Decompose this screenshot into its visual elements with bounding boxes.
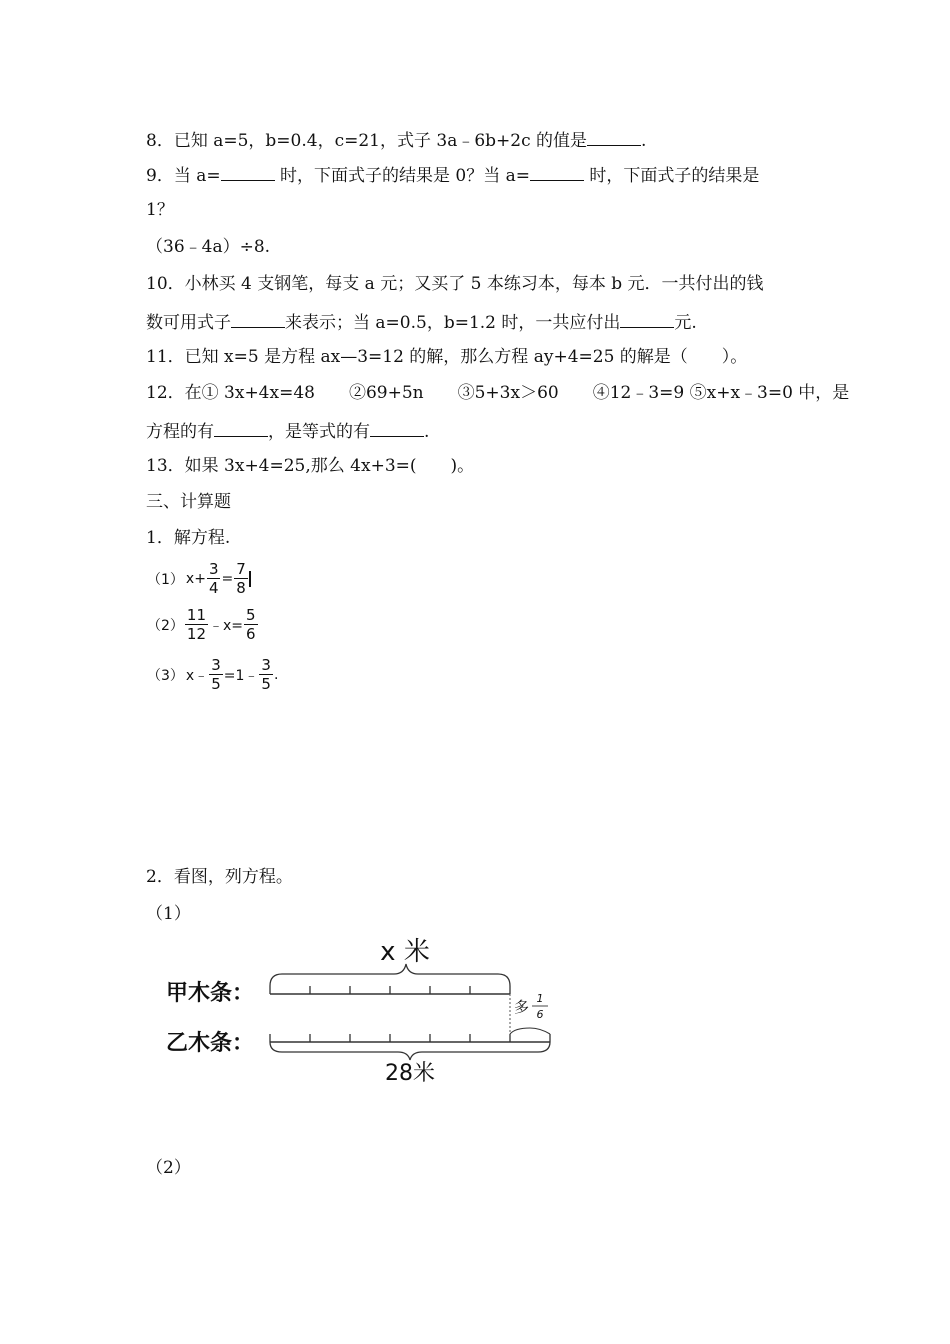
question-13: 13．如果 3x+4=25,那么 4x+3=( )。 <box>146 456 475 476</box>
equation-2: （2） $\frac{11}{12}$ ﹣x= $\frac{5}{6}$ <box>147 606 256 643</box>
fraction: $\frac{5}{6}$ <box>246 606 256 643</box>
answer-blank[interactable] <box>231 309 285 328</box>
equation-1: （1） x+ $\frac{3}{4}$ = $\frac{7}{8}$ <box>146 560 251 597</box>
question-9: 9．当 a= 时，下面式子的结果是 0？当 a= 时，下面式子的结果是 <box>146 162 759 188</box>
question-2-title: 2．看图，列方程。 <box>146 867 293 887</box>
extra-brace <box>510 1028 550 1034</box>
equation-3: （3） x﹣ $\frac{3}{5}$ =1﹣ $\frac{3}{5}$ . <box>147 656 279 693</box>
answer-blank[interactable] <box>214 418 268 437</box>
sub-question-2-label: （2） <box>146 1158 191 1178</box>
line-segment-diagram <box>160 928 580 1088</box>
row2-label: 乙木条： <box>166 1031 255 1056</box>
question-10: 10．小林买 4 支钢笔，每支 a 元；又买了 5 本练习本，每本 b 元．一共付出的钱 <box>146 274 764 294</box>
frac-den: 6 <box>536 1008 544 1021</box>
frac-num: 1 <box>536 992 544 1005</box>
fraction: $\frac{3}{5}$ <box>211 656 221 693</box>
question-12-line2: 方程的有 ，是等式的有 . <box>146 418 429 444</box>
fraction: $\frac{3}{4}$ <box>208 560 219 597</box>
question-9-line2: 1？ <box>146 200 174 220</box>
bottom-brace <box>270 1042 550 1060</box>
question-1-title: 1．解方程. <box>146 528 231 548</box>
question-12: 12．在① 3x+4x=48 ②69+5n ③5+3x＞60 ④12﹣3=9 ⑤x+x﹣3=0 中，是 <box>146 383 850 403</box>
question-9-expression: （36﹣4a）÷8. <box>146 237 271 257</box>
answer-blank[interactable] <box>370 418 424 437</box>
section-title: 三、计算题 <box>146 492 231 512</box>
question-10-line2: 数可用式子 来表示；当 a=0.5，b=1.2 时，一共应付出 元. <box>146 309 697 335</box>
bottom-length-label: 28米 <box>385 1061 435 1086</box>
answer-blank[interactable] <box>587 127 641 146</box>
top-brace <box>270 964 510 986</box>
question-8-text: 8．已知 a=5，b=0.4，c=21，式子 3a﹣6b+2c 的值是 <box>146 131 588 151</box>
fraction: $\frac{3}{5}$ <box>261 656 271 693</box>
text-cursor <box>249 571 251 587</box>
fraction: $\frac{11}{12}$ <box>186 606 207 643</box>
x-meters-label: x 米 <box>380 937 430 967</box>
jia-ticks <box>270 986 510 994</box>
row1-label: 甲木条： <box>166 981 255 1006</box>
answer-blank[interactable] <box>221 162 275 181</box>
question-11: 11．已知 x=5 是方程 ax—3=12 的解，那么方程 ay+4=25 的解是（ ）。 <box>146 347 748 367</box>
question-8: 8．已知 a=5，b=0.4，c=21，式子 3a﹣6b+2c 的值是 . <box>146 127 646 153</box>
yi-ticks <box>270 1034 550 1042</box>
more-label: 多 <box>514 998 530 1016</box>
answer-blank[interactable] <box>530 162 584 181</box>
answer-blank[interactable] <box>620 309 674 328</box>
sub-question-1-label: （1） <box>146 904 191 924</box>
fraction: $\frac{7}{8}$ <box>236 560 246 597</box>
